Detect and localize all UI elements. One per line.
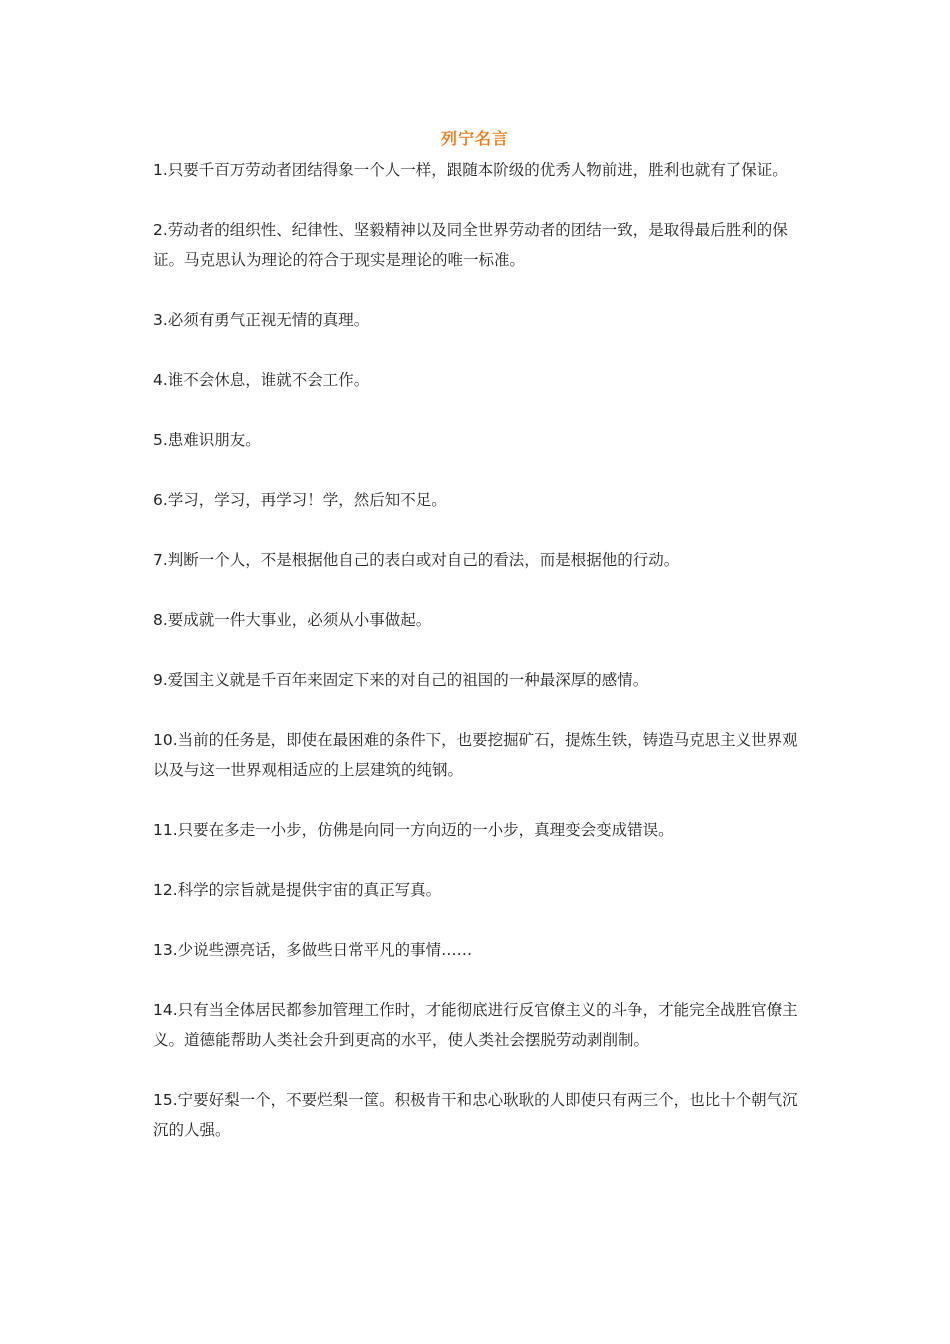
quote-item: 4.谁不会休息，谁就不会工作。 bbox=[153, 371, 370, 389]
quote-item: 6.学习，学习，再学习！学，然后知不足。 bbox=[153, 491, 447, 509]
quote-list bbox=[153, 155, 803, 1175]
quote-item: 15.宁要好梨一个，不要烂梨一筐。积极肯干和忠心耿耿的人即使只有两三个，也比十个朝气沉沉的人强。 bbox=[153, 1091, 798, 1139]
document-title: 列宁名言 bbox=[440, 129, 509, 148]
quote-item: 12.科学的宗旨就是提供宇宙的真正写真。 bbox=[153, 881, 442, 899]
quote-item: 3.必须有勇气正视无情的真理。 bbox=[153, 311, 370, 329]
quote-item: 11.只要在多走一小步，仿佛是向同一方向迈的一小步，真理变会变成错误。 bbox=[153, 821, 674, 839]
quote-item: 7.判断一个人，不是根据他自己的表白或对自己的看法，而是根据他的行动。 bbox=[153, 551, 680, 569]
quote-item: 8.要成就一件大事业，必须从小事做起。 bbox=[153, 611, 432, 629]
quote-item: 10.当前的任务是，即使在最困难的条件下，也要挖掘矿石，提炼生铁，铸造马克思主义世界观以及与这一世界观相适应的上层建筑的纯钢。 bbox=[153, 731, 798, 779]
quote-item: 9.爱国主义就是千百年来固定下来的对自己的祖国的一种最深厚的感情。 bbox=[153, 671, 649, 689]
quote-item: 2.劳动者的组织性、纪律性、坚毅精神以及同全世界劳动者的团结一致，是取得最后胜利的保证。马克思认为理论的符合于现实是理论的唯一标准。 bbox=[153, 221, 788, 269]
quote-item: 13.少说些漂亮话，多做些日常平凡的事情…… bbox=[153, 941, 473, 959]
quote-item: 1.只要千百万劳动者团结得象一个人一样，跟随本阶级的优秀人物前进，胜利也就有了保证。 bbox=[153, 161, 788, 179]
quote-item: 5.患难识朋友。 bbox=[153, 431, 261, 449]
quote-item: 14.只有当全体居民都参加管理工作时，才能彻底进行反官僚主义的斗争，才能完全战胜官僚主义。道德能帮助人类社会升到更高的水平，使人类社会摆脱劳动剥削制。 bbox=[153, 1001, 798, 1049]
